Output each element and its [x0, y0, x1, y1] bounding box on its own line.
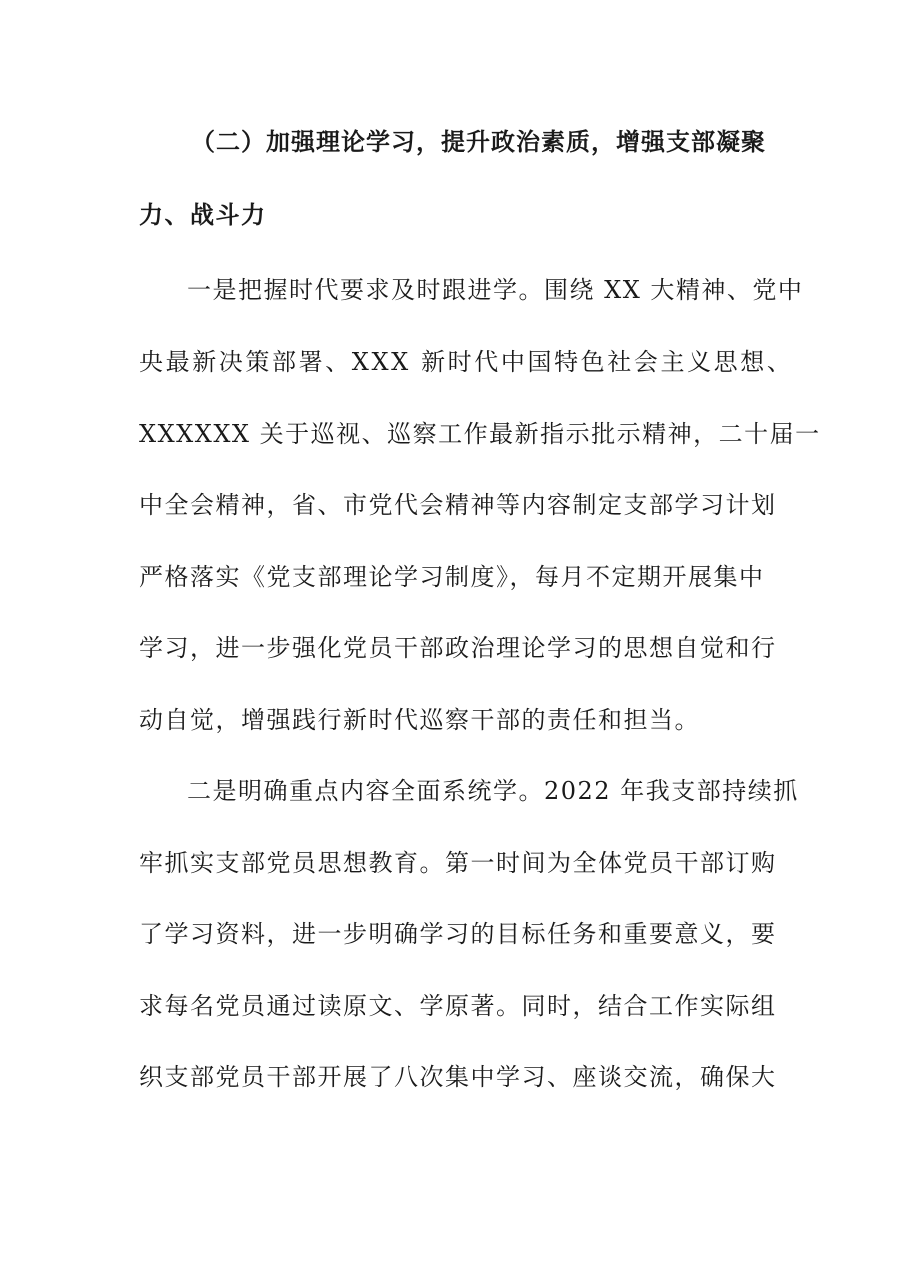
paragraph-1-line-6: 学习，进一步强化党员干部政治理论学习的思想自觉和行 [139, 634, 777, 662]
paragraph-1-line-4: 中全会精神，省、市党代会精神等内容制定支部学习计划 [139, 491, 777, 519]
paragraph-2-line-2: 牢抓实支部党员思想教育。第一时间为全体党员干部订购 [139, 849, 777, 877]
paragraph-2-line-1: 二是明确重点内容全面系统学。2022 年我支部持续抓 [187, 777, 799, 805]
paragraph-1-line-5: 严格落实《党支部理论学习制度》，每月不定期开展集中 [139, 563, 765, 591]
paragraph-2-line-5: 织支部党员干部开展了八次集中学习、座谈交流，确保大 [139, 1063, 777, 1091]
paragraph-2-line-4: 求每名党员通过读原文、学原著。同时，结合工作实际组 [139, 992, 777, 1020]
paragraph-2-line-3: 了学习资料，进一步明确学习的目标任务和重要意义，要 [139, 920, 777, 948]
paragraph-1-line-3: XXXXXX 关于巡视、巡察工作最新指示批示精神，二十届一 [139, 420, 821, 448]
paragraph-1-line-1: 一是把握时代要求及时跟进学。围绕 XX 大精神、党中 [187, 276, 804, 304]
paragraph-1-line-7: 动自觉，增强践行新时代巡察干部的责任和担当。 [139, 706, 700, 734]
paragraph-1-line-2: 央最新决策部署、XXX 新时代中国特色社会主义思想、 [139, 348, 794, 376]
section-heading-line-1: （二）加强理论学习，提升政治素质，增强支部凝聚 [191, 127, 766, 156]
section-heading-line-2: 力、战斗力 [139, 200, 267, 229]
